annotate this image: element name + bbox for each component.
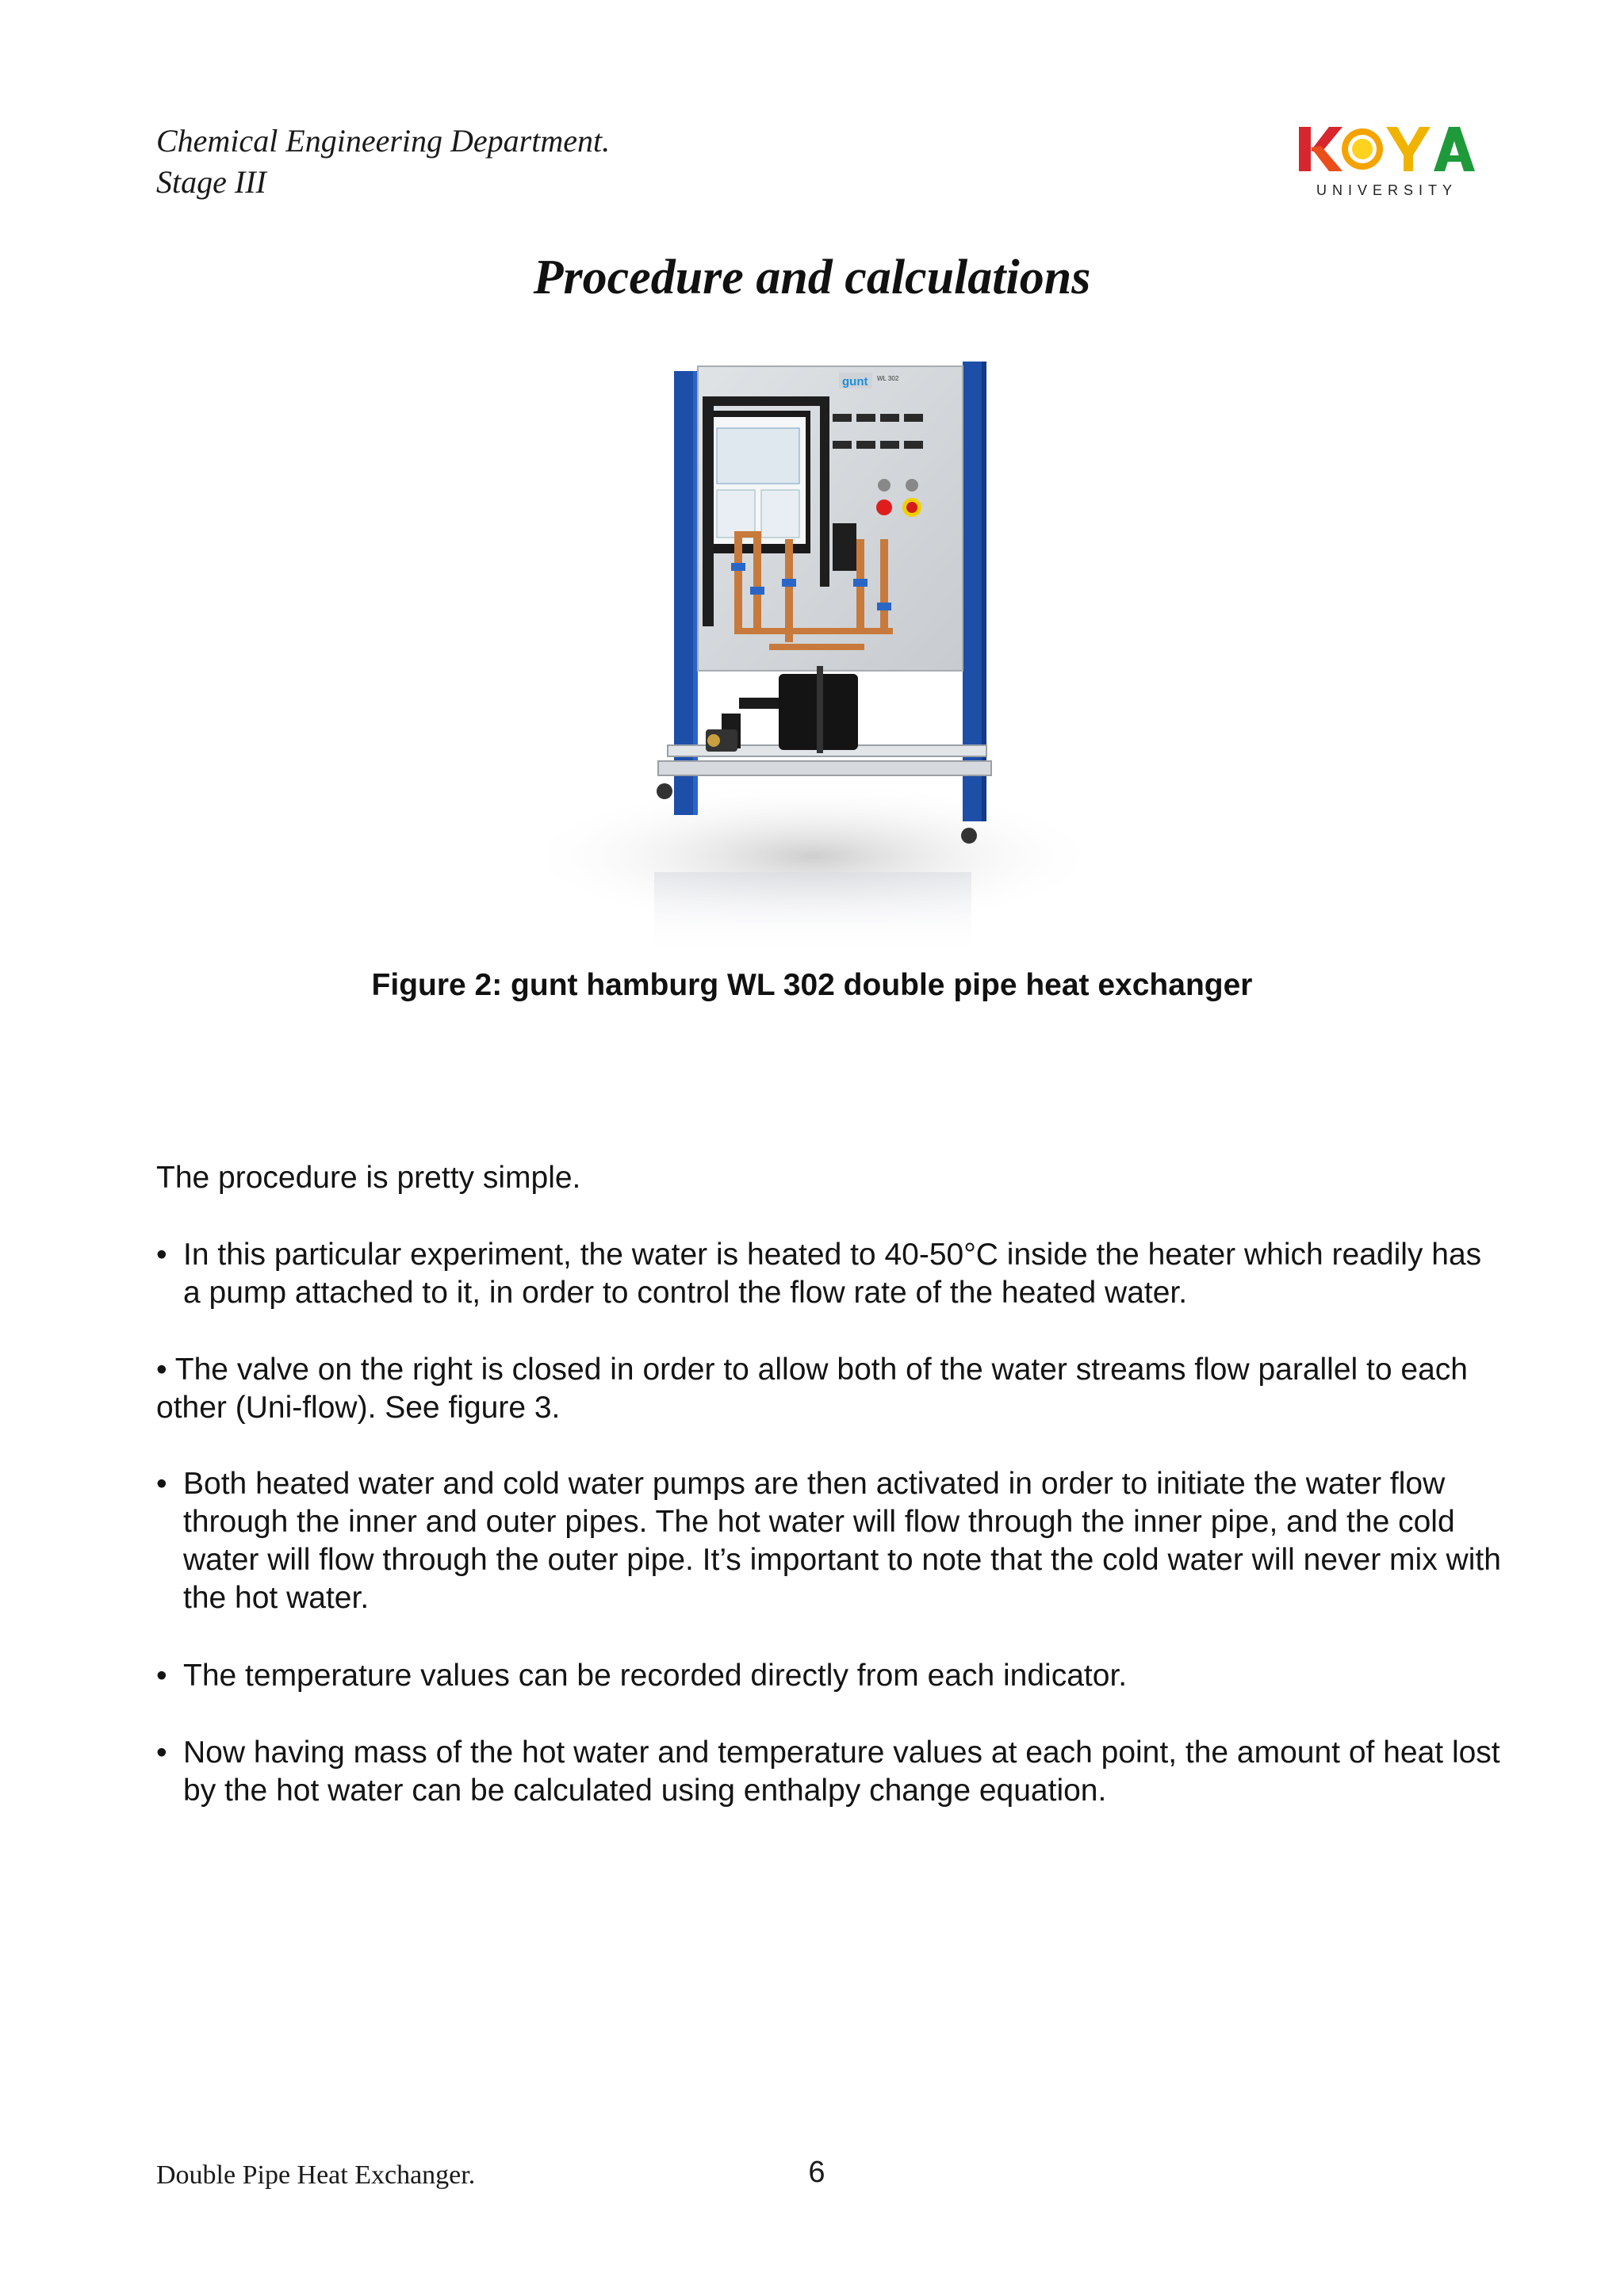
list-item — [156, 1734, 1504, 1810]
panel-brand: gunt — [842, 375, 868, 388]
sun-icon — [1342, 128, 1383, 170]
footer-document-title: Double Pipe Heat Exchanger. — [156, 2160, 476, 2190]
panel-model: WL 302 — [877, 375, 899, 382]
list-item-text: Both heated water and cold water pumps are then activated in order to initiate the water flow through the inner and outer pipes. The hot water will flow through the inner pipe, and the cold water will flow through the outer pipe. It’s important to note that the cold water will never mix with the hot water. — [183, 1467, 1501, 1615]
list-item-text: In this particular experiment, the water is heated to 40-50°C inside the heater which readily has a pump attached to it, in order to control the flow rate of the heated water. — [183, 1238, 1482, 1310]
heat-exchanger-trainer-photo — [484, 349, 1142, 983]
list-item — [156, 1657, 1504, 1695]
logo-y-letter — [1386, 127, 1431, 171]
list-item — [156, 1351, 1504, 1427]
list-item — [156, 1236, 1504, 1312]
koya-university-logo — [1299, 124, 1475, 200]
bullet-marker: • — [156, 1238, 167, 1272]
list-item-text: Now having mass of the hot water and temperature values at each point, the amount of heat lost by the hot water can be calculated using enthalpy change equation. — [183, 1735, 1500, 1808]
page-number: 6 — [808, 2156, 825, 2189]
logo-k-letter — [1299, 127, 1342, 171]
bullet-marker: • — [156, 1735, 167, 1770]
bullet-marker: • — [156, 1659, 167, 1693]
list-item-text: The valve on the right is closed in order to allow both of the water streams flow parallel to each other (Uni-flow). See figure 3. — [156, 1353, 1468, 1425]
list-item-text: The temperature values can be recorded directly from each indicator. — [183, 1659, 1128, 1693]
department-name: Chemical Engineering Department. — [156, 123, 611, 159]
stage-label: Stage III — [156, 164, 266, 200]
logo-a-letter — [1434, 127, 1475, 171]
list-item — [156, 1465, 1504, 1617]
page-title: Procedure and calculations — [533, 251, 1091, 304]
bullet-marker: • — [156, 1467, 167, 1501]
bullet-marker: • — [156, 1353, 167, 1387]
intro-paragraph: The procedure is pretty simple. — [156, 1161, 581, 1195]
logo-subtitle: UNIVERSITY — [1316, 182, 1458, 198]
figure-caption: Figure 2: gunt hamburg WL 302 double pipe heat exchanger — [371, 968, 1253, 1002]
